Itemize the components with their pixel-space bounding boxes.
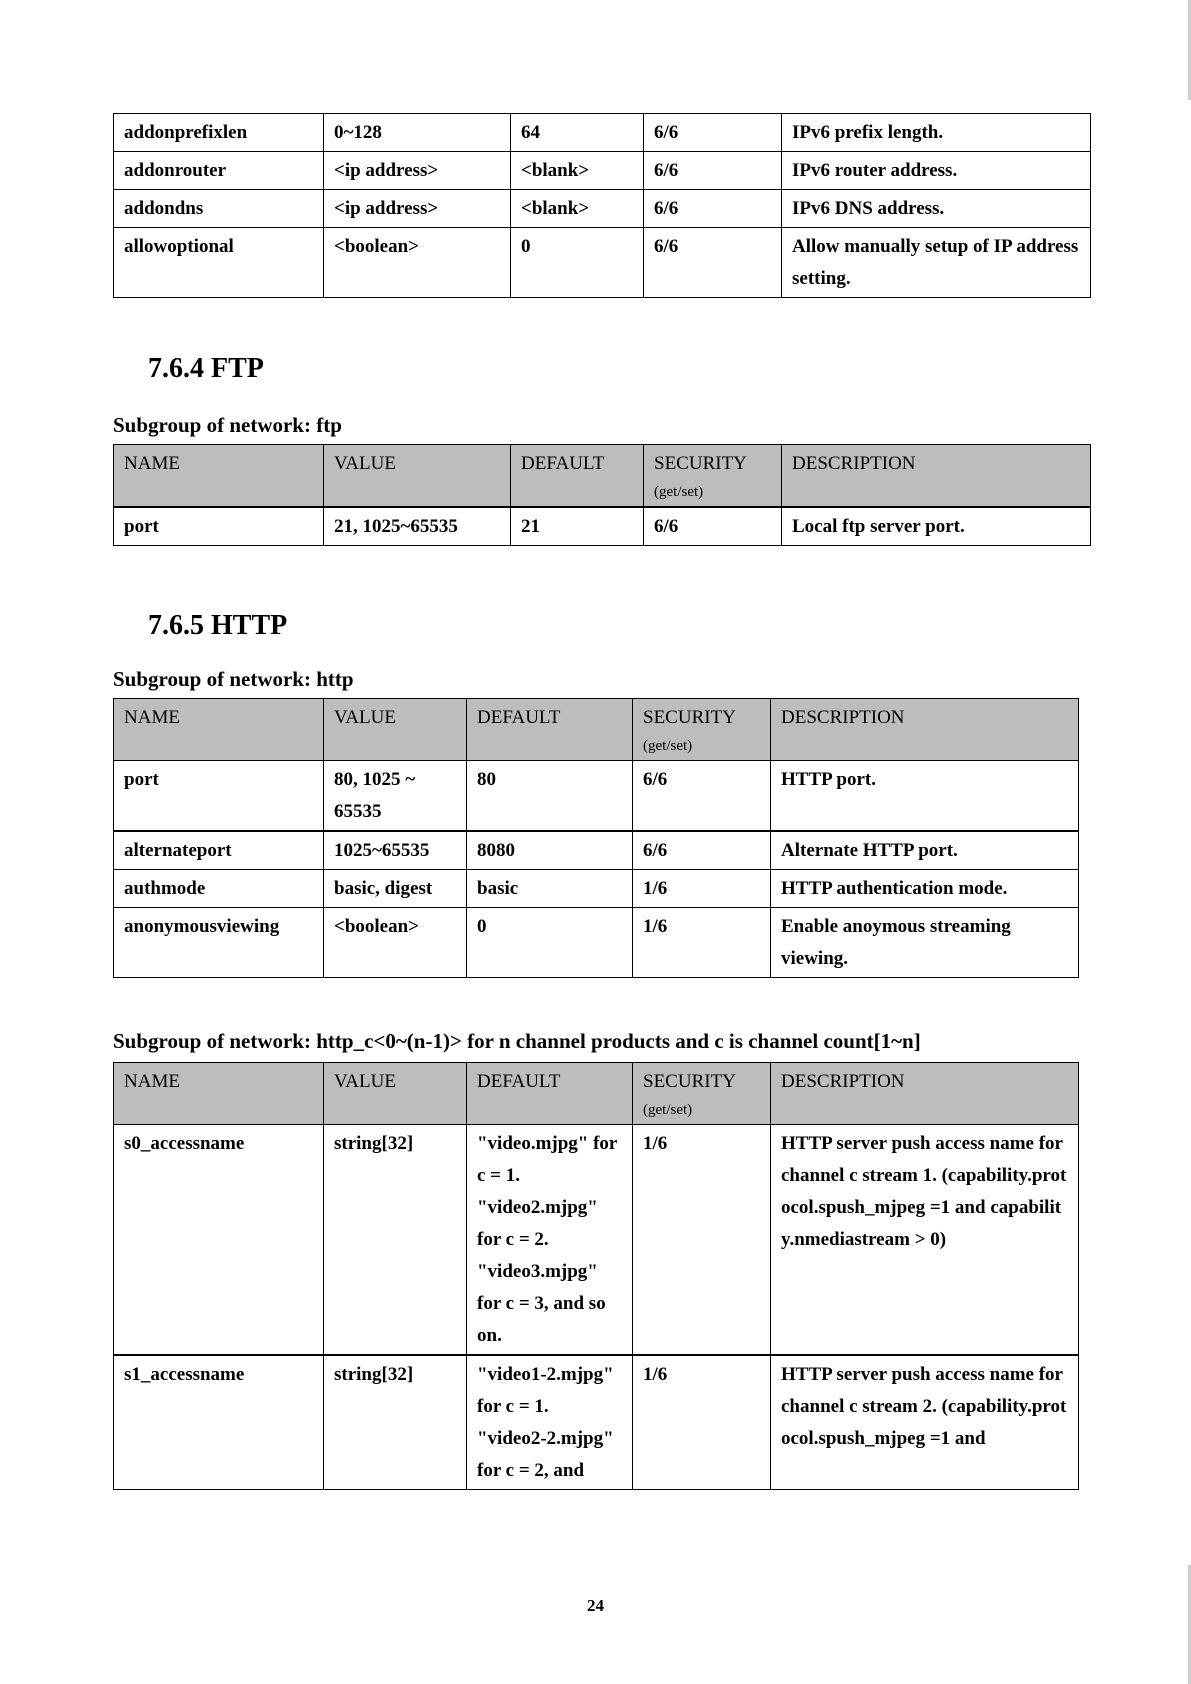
- table-cell: s1_accessname: [114, 1355, 324, 1490]
- table-cell: IPv6 DNS address.: [782, 190, 1091, 228]
- table-cell: 6/6: [633, 761, 771, 832]
- table-cell: port: [114, 761, 324, 832]
- table-cell: Local ftp server port.: [782, 507, 1091, 546]
- table-row: [114, 1355, 1079, 1490]
- table-cell: 1/6: [633, 1125, 771, 1356]
- column-header-name: NAME: [114, 445, 324, 508]
- table-cell: string[32]: [324, 1355, 467, 1490]
- table-cell: 1/6: [633, 908, 771, 978]
- table-cell: 6/6: [633, 831, 771, 870]
- table-row: [114, 114, 1091, 152]
- table-cell: HTTP authentication mode.: [771, 870, 1079, 908]
- table-cell: Allow manually setup of IP address setting.: [782, 228, 1091, 298]
- table-cell: 64: [511, 114, 644, 152]
- table-cell: HTTP server push access name for channel c stream 1. (capability.protocol.spush_mjpeg =1 and capability.nmediastream > 0): [771, 1125, 1079, 1356]
- security-label: SECURITY: [643, 1071, 736, 1092]
- table-cell: "video1-2.mjpg" for c = 1. "video2-2.mjpg" for c = 2, and: [467, 1355, 633, 1490]
- table-cell: 6/6: [644, 228, 782, 298]
- table-cell: <boolean>: [324, 228, 511, 298]
- table-cell: 21, 1025~65535: [324, 507, 511, 546]
- column-header-security: [633, 699, 771, 761]
- column-header-description: DESCRIPTION: [771, 1063, 1079, 1125]
- table-cell: anonymousviewing: [114, 908, 324, 978]
- http-table: [113, 698, 1079, 978]
- table-row: [114, 870, 1079, 908]
- table-cell: IPv6 prefix length.: [782, 114, 1091, 152]
- table-cell: basic, digest: [324, 870, 467, 908]
- column-header-value: VALUE: [324, 445, 511, 508]
- table-cell: 6/6: [644, 152, 782, 190]
- ipv6-settings-table: [113, 113, 1091, 298]
- column-header-default: DEFAULT: [511, 445, 644, 508]
- column-header-value: VALUE: [324, 699, 467, 761]
- table-cell: 1/6: [633, 870, 771, 908]
- security-label: SECURITY: [643, 707, 736, 728]
- table-header-row: [114, 1063, 1079, 1125]
- table-cell: IPv6 router address.: [782, 152, 1091, 190]
- table-cell: authmode: [114, 870, 324, 908]
- subgroup-label-http: Subgroup of network: http: [113, 667, 354, 691]
- table-cell: basic: [467, 870, 633, 908]
- table-row: [114, 228, 1091, 298]
- table-cell: <ip address>: [324, 152, 511, 190]
- table-cell: <blank>: [511, 190, 644, 228]
- security-sublabel: (get/set): [643, 738, 693, 754]
- subgroup-label-ftp: Subgroup of network: ftp: [113, 413, 342, 437]
- table-cell: 0: [511, 228, 644, 298]
- table-cell: alternateport: [114, 831, 324, 870]
- table-cell: 0~128: [324, 114, 511, 152]
- table-cell: 6/6: [644, 507, 782, 546]
- table-header-row: [114, 699, 1079, 761]
- column-header-security: [644, 445, 782, 508]
- page-number: 24: [587, 1596, 604, 1615]
- table-cell: 8080: [467, 831, 633, 870]
- security-sublabel: (get/set): [654, 484, 704, 500]
- table-cell: 1025~65535: [324, 831, 467, 870]
- table-row: [114, 507, 1091, 546]
- table-cell: addonprefixlen: [114, 114, 324, 152]
- table-cell: addonrouter: [114, 152, 324, 190]
- security-label: SECURITY: [654, 453, 747, 474]
- column-header-value: VALUE: [324, 1063, 467, 1125]
- column-header-default: DEFAULT: [467, 1063, 633, 1125]
- section-heading-http: 7.6.5 HTTP: [148, 610, 288, 641]
- column-header-description: DESCRIPTION: [771, 699, 1079, 761]
- table-cell: <ip address>: [324, 190, 511, 228]
- table-cell: 0: [467, 908, 633, 978]
- table-cell: 80: [467, 761, 633, 832]
- table-cell: 1/6: [633, 1355, 771, 1490]
- table-row: [114, 761, 1079, 832]
- column-header-name: NAME: [114, 1063, 324, 1125]
- table-cell: allowoptional: [114, 228, 324, 298]
- table-row: [114, 831, 1079, 870]
- table-cell: s0_accessname: [114, 1125, 324, 1356]
- table-cell: 6/6: [644, 190, 782, 228]
- table-cell: HTTP server push access name for channel c stream 2. (capability.protocol.spush_mjpeg =1 and: [771, 1355, 1079, 1490]
- subgroup-label-http-c: Subgroup of network: http_c<0~(n-1)> for n channel products and c is channel count[1~n]: [113, 1029, 921, 1053]
- section-heading-ftp: 7.6.4 FTP: [148, 353, 264, 384]
- table-cell: "video.mjpg" for c = 1. "video2.mjpg" for c = 2. "video3.mjpg" for c = 3, and so on.: [467, 1125, 633, 1356]
- table-cell: 80, 1025 ~ 65535: [324, 761, 467, 832]
- table-cell: HTTP port.: [771, 761, 1079, 832]
- table-cell: Alternate HTTP port.: [771, 831, 1079, 870]
- table-cell: 6/6: [644, 114, 782, 152]
- table-cell: <blank>: [511, 152, 644, 190]
- column-header-description: DESCRIPTION: [782, 445, 1091, 508]
- http-channel-table: [113, 1062, 1079, 1490]
- table-cell: port: [114, 507, 324, 546]
- table-row: [114, 152, 1091, 190]
- column-header-default: DEFAULT: [467, 699, 633, 761]
- column-header-name: NAME: [114, 699, 324, 761]
- table-row: [114, 908, 1079, 978]
- table-cell: <boolean>: [324, 908, 467, 978]
- table-row: [114, 1125, 1079, 1356]
- ftp-table: [113, 444, 1091, 546]
- column-header-security: [633, 1063, 771, 1125]
- table-cell: 21: [511, 507, 644, 546]
- table-row: [114, 190, 1091, 228]
- table-cell: Enable anoymous streaming viewing.: [771, 908, 1079, 978]
- table-header-row: [114, 445, 1091, 508]
- table-cell: string[32]: [324, 1125, 467, 1356]
- table-cell: addondns: [114, 190, 324, 228]
- security-sublabel: (get/set): [643, 1102, 693, 1118]
